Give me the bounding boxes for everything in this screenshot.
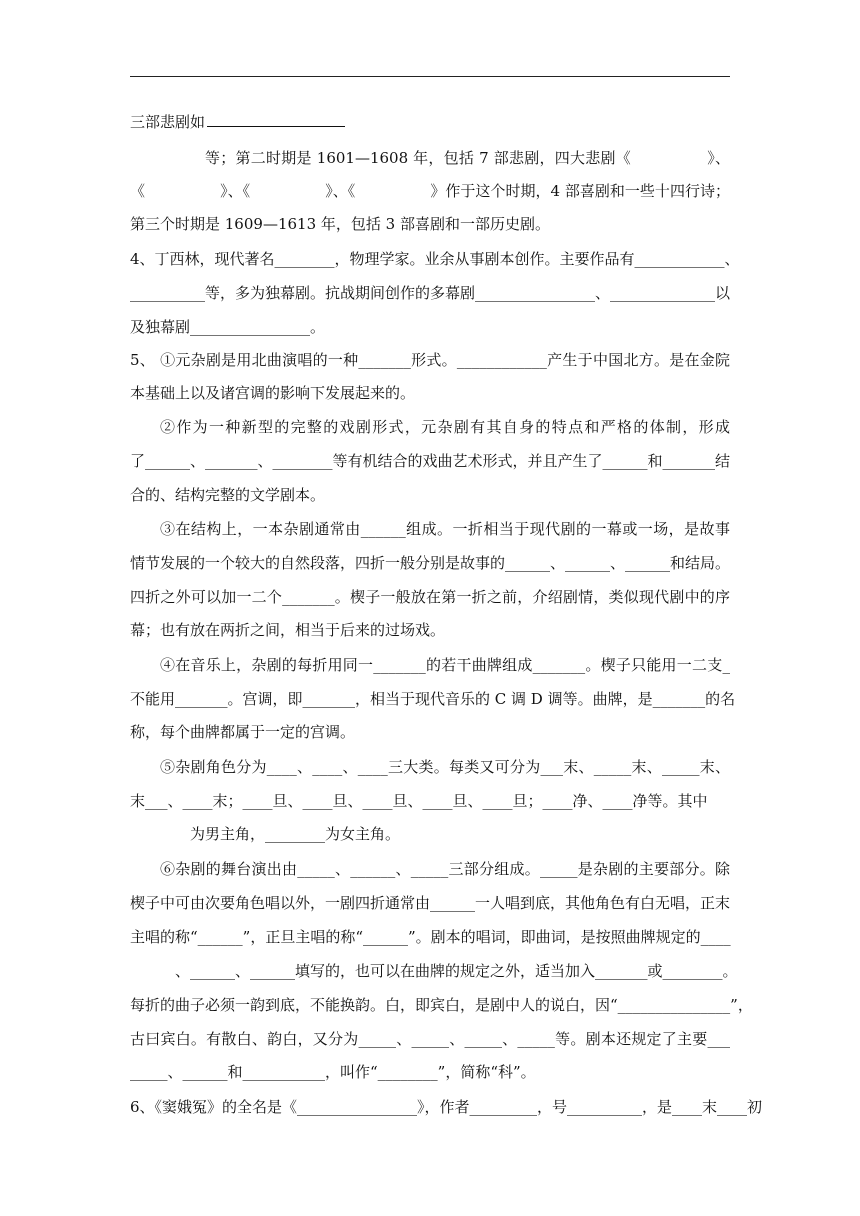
answer-blank bbox=[207, 111, 345, 127]
paragraph-5-line-3: 为男主角，________为女主角。 bbox=[190, 825, 401, 843]
text-line-4: 第三个时期是 1609—1613 年，包括 3 部喜剧和一部历史剧。 bbox=[130, 215, 550, 233]
paragraph-3-line-4: 幕；也有放在两折之间，相当于后来的过场戏。 bbox=[130, 621, 446, 639]
paragraph-2-line-2: 了______、_______、________等有机结合的戏曲艺术形式，并且产生了______和_______结 bbox=[130, 452, 731, 470]
paragraph-3-line-1: ③在结构上，一本杂剧通常由______组成。一折相当于现代剧的一幕或一场，是故事 bbox=[160, 520, 730, 538]
paragraph-2-line-3: 合的、结构完整的文学剧本。 bbox=[130, 486, 326, 504]
paragraph-2-line-1: ②作为一种新型的完整的戏剧形式，元杂剧有其自身的特点和严格的体制，形成 bbox=[160, 418, 730, 436]
paragraph-4-line-3: 称，每个曲牌都属于一定的宫调。 bbox=[130, 723, 356, 741]
header-rule bbox=[130, 76, 730, 77]
paragraph-6-line-7: _____、______和___________，叫作“________”，简称“科”。 bbox=[130, 1063, 536, 1081]
question-4-line-3: 及独幕剧________________。 bbox=[130, 318, 326, 336]
paragraph-6-line-4: 、______、______填写的，也可以在曲牌的规定之外，适当加入_______或________。 bbox=[175, 962, 738, 980]
text-line-1: 三部悲剧如 bbox=[130, 111, 730, 132]
paragraph-5-line-2: 末___、____末；____旦、____旦、____旦、____旦、____旦；____净、____净等。其中 bbox=[130, 792, 708, 810]
paragraph-4-line-2: 不能用_______。宫调，即_______，相当于现代音乐的 C 调 D 调等。曲牌，是_______的名 bbox=[130, 690, 736, 708]
paragraph-6-line-1: ⑥杂剧的舞台演出由_____、______、_____三部分组成。_____是杂剧的主要部分。除 bbox=[160, 860, 730, 878]
paragraph-6-line-2: 楔子中可由次要角色唱以外，一剧四折通常由______一人唱到底，其他角色有白无唱，正末 bbox=[130, 894, 731, 912]
paragraph-6-line-3: 主唱的称“______”，正旦主唱的称“______”。剧本的唱词，即曲词，是按照曲牌规定的____ bbox=[130, 928, 731, 946]
question-6-line-1: 6、《窦娥冤》的全名是《________________》，作者_________，号__________，是____末____初 bbox=[130, 1098, 763, 1116]
paragraph-3-line-2: 情节发展的一个较大的自然段落，四折一般分别是故事的______、______、______和结局。 bbox=[130, 554, 731, 572]
question-5-line-1: 5、 ①元杂剧是用北曲演唱的一种_______形式。____________产生于中国北方。是在金院 bbox=[130, 351, 730, 369]
paragraph-4-line-1: ④在音乐上，杂剧的每折用同一_______的若干曲牌组成_______。楔子只能用一二支_ bbox=[160, 656, 730, 674]
paragraph-6-line-6: 古曰宾白。有散白、韵白，又分为_____、_____、_____、_____等。剧本还规定了主要___ bbox=[130, 1030, 730, 1048]
paragraph-5-line-1: ⑤杂剧角色分为____、____、____三大类。每类又可分为___末、_____末、_____末、 bbox=[160, 758, 730, 776]
question-4-line-2: __________等，多为独幕剧。抗战期间创作的多幕剧________________、______________以 bbox=[130, 284, 731, 302]
question-4-line-1: 4、丁西林，现代著名________，物理学家。业余从事剧本创作。主要作品有____________、 bbox=[130, 250, 740, 268]
paragraph-6-line-5: 每折的曲子必须一韵到底，不能换韵。白，即宾白，是剧中人的说白，因“_______________”， bbox=[130, 996, 753, 1014]
text-line-2: 等；第二时期是 1601—1608 年，包括 7 部悲剧，四大悲剧《 》、 bbox=[205, 149, 730, 167]
paragraph-3-line-3: 四折之外可以加一二个_______。楔子一般放在第一折之前，介绍剧情，类似现代剧中的序 bbox=[130, 588, 730, 606]
question-5-line-2: 本基础上以及诸宫调的影响下发展起来的。 bbox=[130, 384, 416, 402]
text-line-3: 《 》、《 》、《 》作于这个时期，4 部喜剧和一些十四行诗； bbox=[130, 182, 730, 200]
